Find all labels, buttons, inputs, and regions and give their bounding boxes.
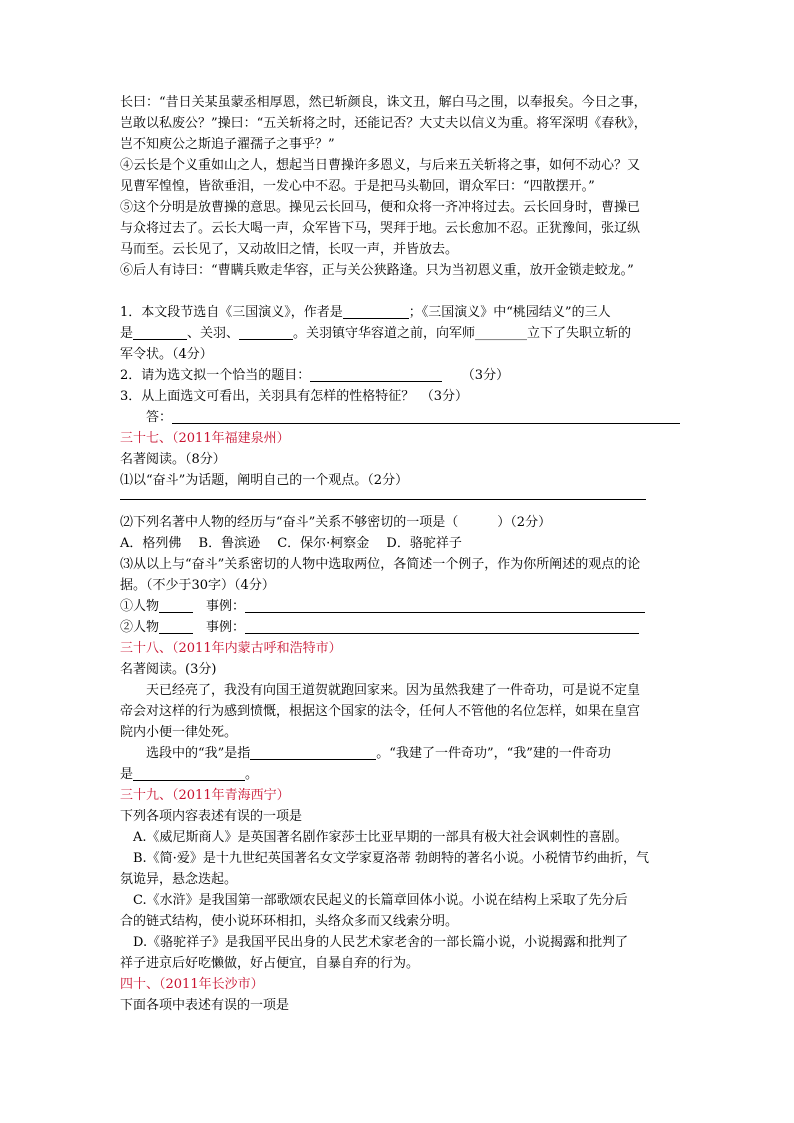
paragraph-4: 见曹军惶惶，皆欲垂泪，一发心中不忍。于是把马头勒回，谓众军曰：“四散摆开。” (120, 179, 595, 194)
document-page (120, 92, 680, 1016)
question-text: 选段中的“我”是指 (146, 746, 251, 761)
example-blank[interactable] (245, 619, 639, 634)
passage-line: 岂不知庾公之斯追子濯孺子之事乎？” (120, 137, 335, 152)
passage-line: 长曰：“昔日关某虽蒙丞相厚恩，然已斩颜良，诛文丑，解白马之围，以奉报矣。今日之事， (120, 95, 647, 110)
section-header-38: 三十八、（2011年内蒙古呼和浩特市） (120, 641, 342, 656)
question-3: 据。（不少于30字）（4分） (120, 578, 275, 593)
option-d: 祥子进京后好吃懒做，好占便宜，自暴自弃的行为。 (120, 956, 420, 971)
example-label: 事例： (206, 599, 246, 614)
paragraph-5: ⑤这个分明是放曹操的意思。操见云长回马，便和众将一齐冲将过去。云长回身时，曹操已 (120, 200, 641, 215)
section-intro: 下面各项中表述有误的一项是 (120, 998, 290, 1013)
question-3: ⑶从以上与“奋斗”关系密切的人物中选取两位，各简述一个例子，作为你所阐述的观点的论 (120, 557, 641, 572)
excerpt-line: 院内小便一律处死。 (120, 725, 238, 740)
section-header-37: 三十七、（2011年福建泉州） (120, 431, 290, 446)
answer-blank[interactable] (133, 766, 245, 781)
paragraph-6: ⑥后人有诗曰：“曹瞒兵败走华容，正与关公狭路逢。只为当初恩义重，放开金锁走蛟龙。” (120, 263, 634, 278)
question-2: ⑵下列名著中人物的经历与“奋斗”关系不够密切的一项是（ ）（2分） (120, 515, 552, 530)
question-text: 立下了失职立斩的 (527, 326, 632, 341)
question-1 (120, 764, 680, 785)
person-blank[interactable] (159, 619, 193, 634)
option-b: 氛诡异，悬念迭起。 (120, 872, 238, 887)
question-1 (120, 302, 680, 323)
person-blank[interactable] (159, 598, 193, 613)
question-text: 2．请为选文拟一个恰当的题目： (120, 368, 311, 383)
question-text: 。关羽镇守华容道之前，向军师 (293, 326, 476, 341)
section-header-40: 四十、（2011年长沙市） (120, 977, 264, 992)
answer-blank[interactable] (250, 745, 376, 760)
response-row-1 (120, 596, 680, 617)
score: （3分） (468, 368, 510, 383)
section-intro: 下列各项内容表述有误的一项是 (120, 809, 303, 824)
question-1: ⑴以“奋斗”为话题，阐明自己的一个观点。（2分） (120, 473, 409, 488)
option-b: B.《简·爱》是十九世纪英国著名女文学家夏洛蒂 勃朗特的著名小说。小税情节约曲折，气 (133, 851, 649, 866)
answer-blank[interactable] (239, 325, 293, 340)
options: A．格列佛 B．鲁滨逊 C．保尔·柯察金 D．骆驼祥子 (120, 536, 462, 551)
answer-line[interactable] (120, 491, 646, 500)
paragraph-5: 与众将过去了。云长大喝一声，众军皆下马，哭拜于地。云长愈加不忍。正犹豫间，张辽纵 (120, 221, 641, 236)
question-1 (120, 743, 680, 764)
question-2 (120, 365, 680, 386)
section-intro: 名著阅读。(3分) (120, 662, 217, 677)
question-text: 是 (120, 326, 134, 341)
answer-blank-dashes: ________ (475, 326, 528, 341)
question-text: 、关羽、 (187, 326, 240, 341)
answer-line[interactable] (172, 409, 680, 424)
answer-row (120, 407, 680, 428)
answer-blank[interactable] (343, 304, 409, 319)
answer-blank[interactable] (133, 325, 187, 340)
answer-label: 答： (146, 410, 173, 425)
question-text: 。“我建了一件奇功”，“我”建的一件奇功 (376, 746, 611, 761)
option-c: 合的链式结构，使小说环环相扣，头络众多而又线索分明。 (120, 914, 459, 929)
excerpt-line: 天已经亮了，我没有向国王道贺就跑回家来。因为虽然我建了一件奇功，可是说不定皇 (146, 683, 641, 698)
example-label: 事例： (206, 620, 246, 635)
section-intro: 名著阅读。（8分） (120, 452, 226, 467)
question-text: 是 (120, 767, 134, 782)
person-label: ①人物 (120, 599, 160, 614)
question-text: 1．本文段节选自《三国演义》，作者是 (120, 305, 343, 320)
paragraph-5: 马而至。云长见了，又动故旧之情，长叹一声，并皆放去。 (120, 242, 459, 257)
example-blank[interactable] (245, 598, 645, 613)
question-text: ；《三国演义》中“桃园结义”的三人 (408, 305, 611, 320)
passage-line: 岂敢以私废公？”操曰：“五关斩将之时，还能记否？大丈夫以信义为重。将军深明《春秋》， (120, 116, 647, 131)
question-text: 。 (245, 767, 259, 782)
option-d: D.《骆驼祥子》是我国平民出身的人民艺术家老舍的一部长篇小说，小说揭露和批判了 (133, 935, 629, 950)
option-a: A.《威尼斯商人》是英国著名剧作家莎士比亚早期的一部具有极大社会讽刺性的喜剧。 (133, 830, 628, 845)
question-1 (120, 323, 680, 344)
title-blank[interactable] (310, 367, 442, 382)
question-3: 3．从上面选文可看出，关羽具有怎样的性格特征？ （3分） (120, 389, 469, 404)
option-c: C.《水浒》是我国第一部歌颂农民起义的长篇章回体小说。小说在结构上采取了先分后 (133, 893, 628, 908)
question-1: 军令状。（4分） (120, 347, 213, 362)
paragraph-4: ④云长是个义重如山之人，想起当日曹操许多恩义，与后来五关斩将之事，如何不动心？又 (120, 158, 641, 173)
excerpt-line: 帝会对这样的行为感到愤慨，根据这个国家的法令，任何人不管他的名位怎样，如果在皇宫 (120, 704, 641, 719)
section-header-39: 三十九、（2011年青海西宁） (120, 788, 290, 803)
person-label: ②人物 (120, 620, 160, 635)
response-row-2 (120, 617, 680, 638)
